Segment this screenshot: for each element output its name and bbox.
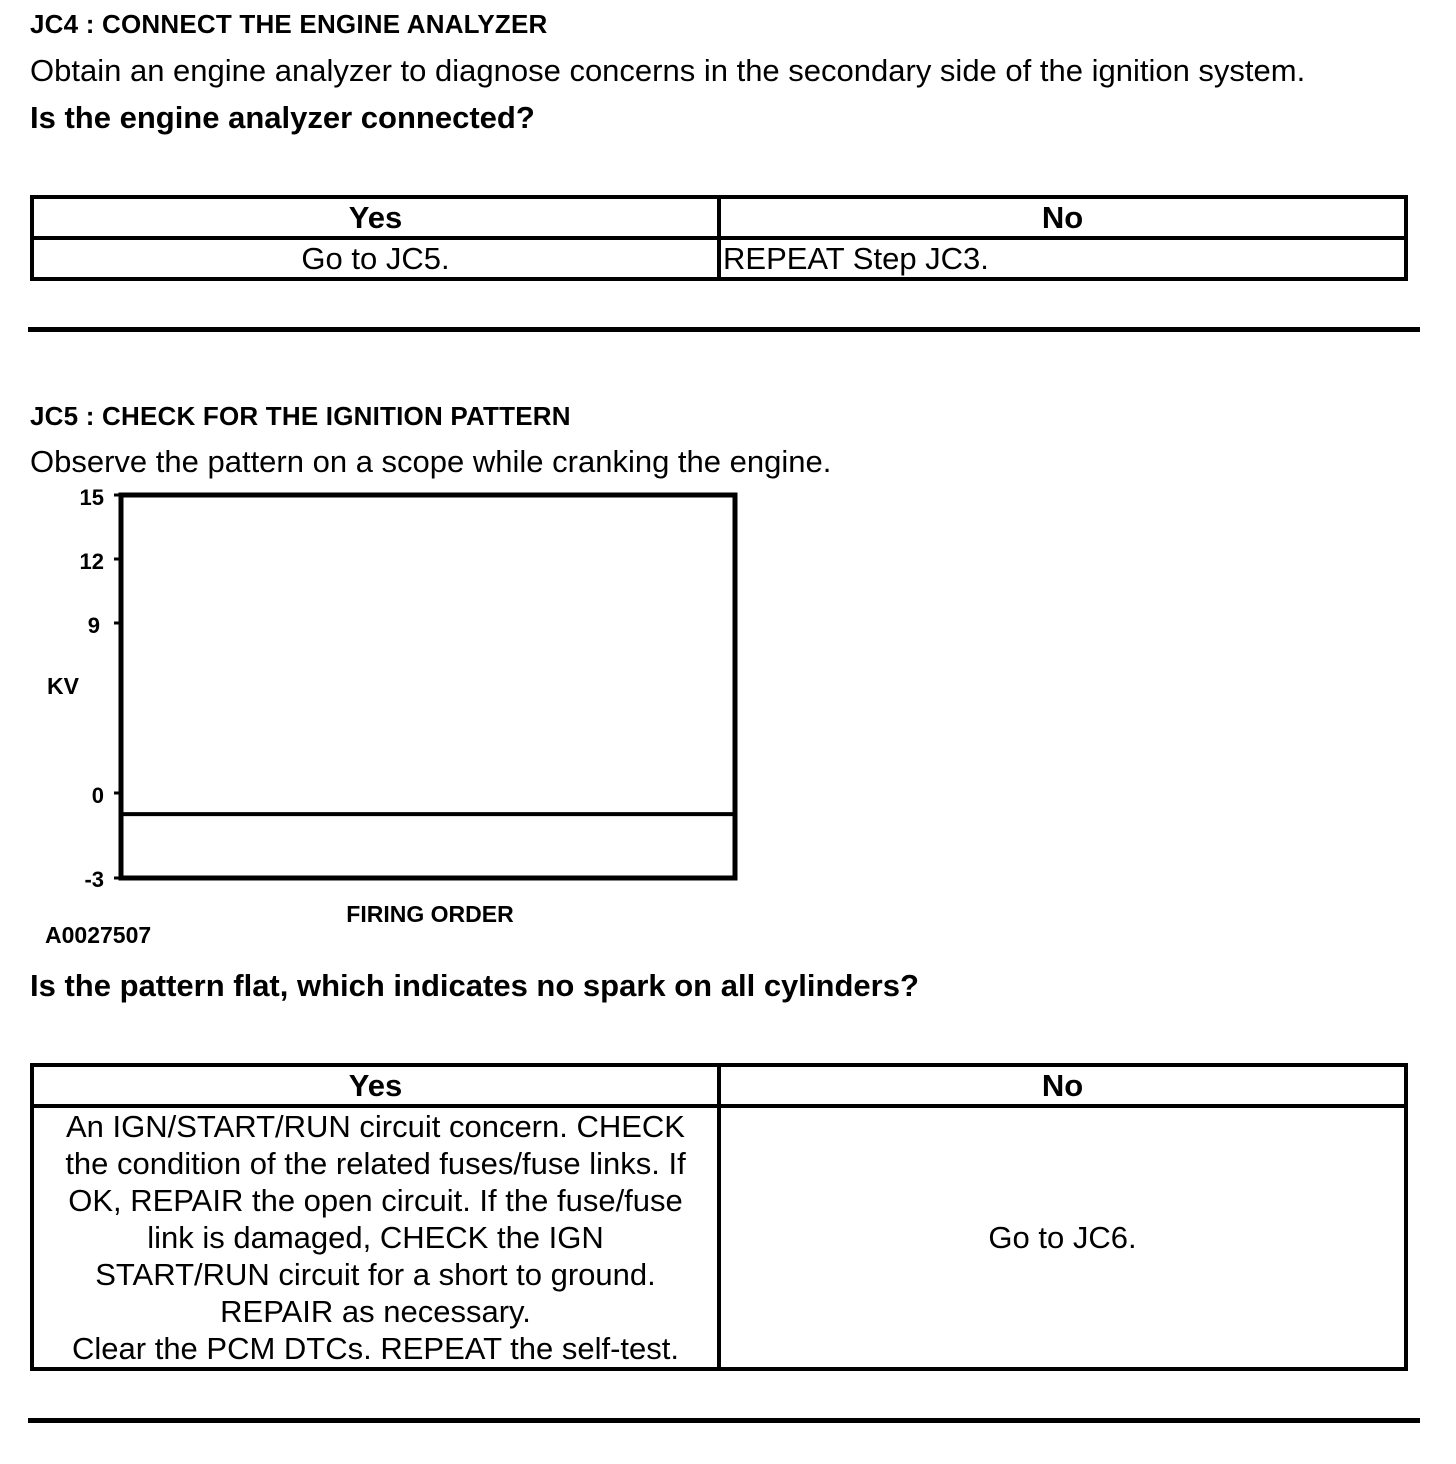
ignition-pattern-figure bbox=[30, 480, 750, 950]
y-tick-minus-3: -3 bbox=[84, 867, 104, 892]
jc5-decision-table bbox=[30, 1063, 1408, 1371]
jc4-question: Is the engine analyzer connected? bbox=[30, 100, 535, 135]
y-axis-label: KV bbox=[47, 673, 79, 699]
section-divider-bottom bbox=[28, 1418, 1420, 1423]
jc5-yes-line: the condition of the related fuses/fuse links. If bbox=[65, 1146, 686, 1181]
jc4-title: JC4 : CONNECT THE ENGINE ANALYZER bbox=[30, 9, 548, 39]
jc5-yes-line: Clear the PCM DTCs. REPEAT the self-test. bbox=[72, 1331, 679, 1366]
jc5-yes-header: Yes bbox=[32, 1065, 719, 1106]
jc5-yes-line: link is damaged, CHECK the IGN bbox=[147, 1220, 604, 1255]
figure-id: A0027507 bbox=[45, 922, 152, 948]
scope-frame bbox=[121, 495, 735, 878]
jc5-title: JC5 : CHECK FOR THE IGNITION PATTERN bbox=[30, 401, 571, 431]
jc5-no-header: No bbox=[719, 1065, 1406, 1106]
section-divider bbox=[28, 327, 1420, 332]
jc5-no-action: Go to JC6. bbox=[719, 1106, 1406, 1369]
jc5-yes-line: START/RUN circuit for a short to ground. bbox=[95, 1257, 656, 1292]
jc5-yes-line: REPAIR as necessary. bbox=[220, 1294, 531, 1329]
jc4-yes-action: Go to JC5. bbox=[32, 238, 719, 279]
jc5-yes-action bbox=[32, 1106, 719, 1369]
jc5-question: Is the pattern flat, which indicates no spark on all cylinders? bbox=[30, 968, 919, 1003]
y-tick-9: 9 bbox=[87, 613, 100, 638]
jc4-no-action: REPEAT Step JC3. bbox=[719, 238, 1406, 279]
jc4-table-header-row bbox=[32, 197, 1406, 238]
y-tick-12: 12 bbox=[79, 549, 104, 574]
jc4-table-row bbox=[32, 238, 1406, 279]
jc4-yes-header: Yes bbox=[32, 197, 719, 238]
jc5-yes-line: An IGN/START/RUN circuit concern. CHECK bbox=[66, 1109, 685, 1144]
x-axis-label: FIRING ORDER bbox=[346, 901, 514, 927]
jc4-instruction: Obtain an engine analyzer to diagnose concerns in the secondary side of the ignition system. bbox=[30, 53, 1306, 88]
y-tick-15: 15 bbox=[79, 485, 104, 510]
jc4-decision-table bbox=[30, 195, 1408, 281]
jc5-yes-line: OK, REPAIR the open circuit. If the fuse/fuse bbox=[68, 1183, 683, 1218]
jc4-no-header: No bbox=[719, 197, 1406, 238]
jc5-instruction: Observe the pattern on a scope while cranking the engine. bbox=[30, 444, 832, 479]
jc5-table-row bbox=[32, 1106, 1406, 1369]
jc5-table-header-row bbox=[32, 1065, 1406, 1106]
y-tick-0: 0 bbox=[91, 783, 104, 808]
